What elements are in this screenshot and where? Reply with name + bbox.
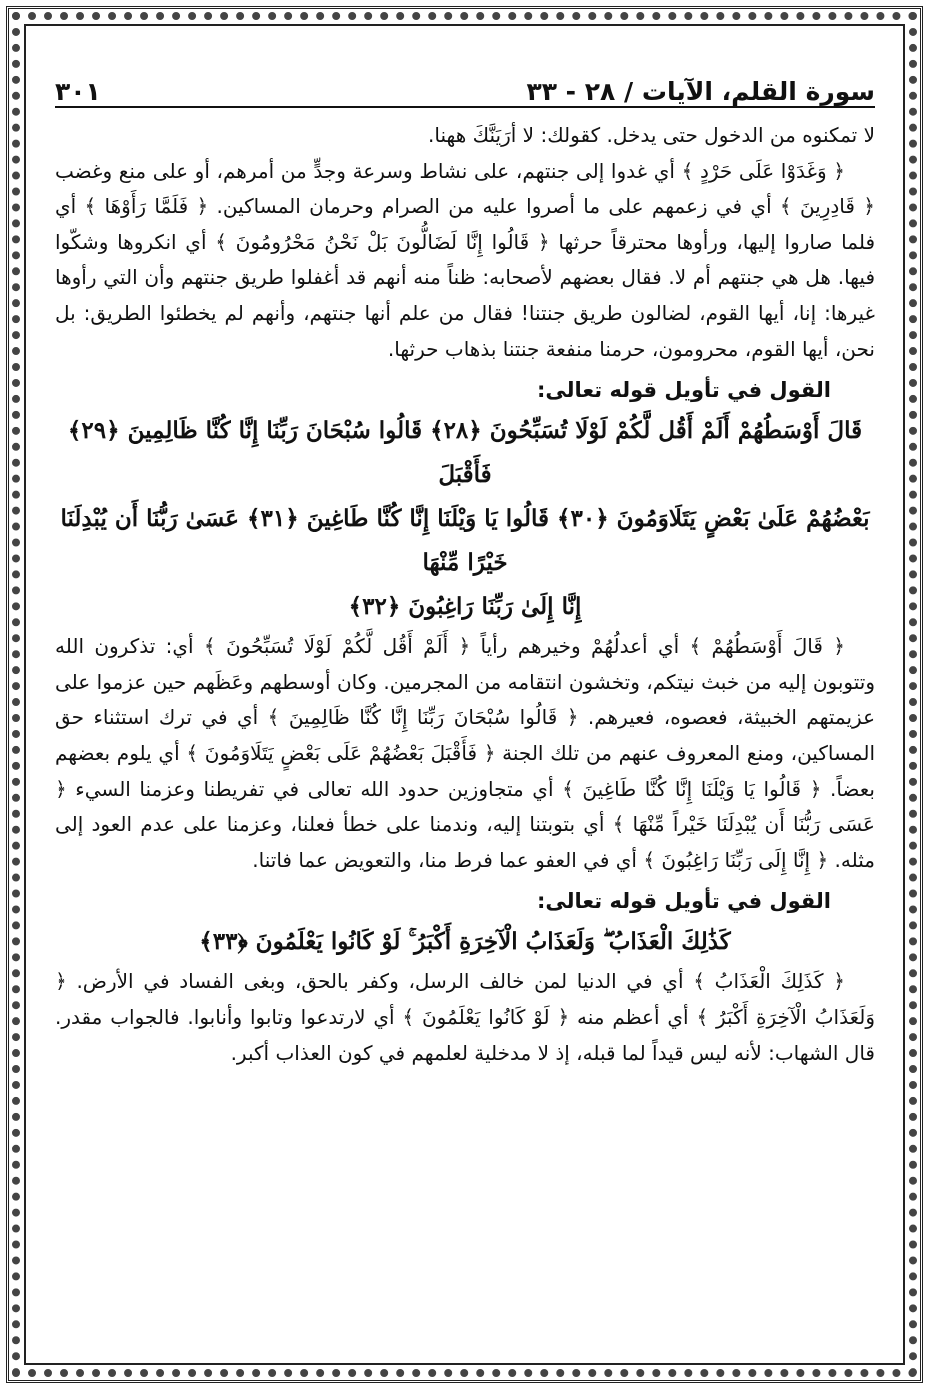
quran-verse-line: إِنَّا إِلَىٰ رَبِّنَا رَاغِبُونَ ﴿٣٢﴾ xyxy=(348,593,582,621)
commentary-paragraph-2: ﴿ كَذَلِكَ الْعَذَابُ ﴾ أي في الدنيا لمن خالف الرسل، وكفر بالحق، وبغى الفساد في الأرض. ﴿ وَلَعَذَابُ الْآخِرَةِ أَكْبَرُ ﴾ أي أعظم منه ﴿ لَوْ كَانُوا يَعْلَمُونَ ﴾ أي لارتدعوا وتابوا وأنابوا. فالجواب مقدر. قال الشهاب: لأنه ليس قيداً لما قبله، إذ لا مدخلية لعلمهم في كون العذاب أكبر. xyxy=(55,969,875,1065)
surah-title: سورة القلم، الآيات / ٢٨ - ٣٣ xyxy=(526,77,875,106)
page-number: ٣٠١ xyxy=(55,77,101,106)
quran-verse-33: كَذَٰلِكَ الْعَذَابُ ۖ وَلَعَذَابُ الْآخِرَةِ أَكْبَرُ ۚ لَوْ كَانُوا يَعْلَمُونَ ﴿٣٣﴾ xyxy=(199,928,731,956)
section-heading: القول في تأويل قوله تعالى: xyxy=(537,378,831,403)
paragraph-2: ﴿ وَغَدَوْا عَلَى حَرْدٍ ﴾ أي غدوا إلى جنتهم، على نشاط وسرعة وجدٍّ من أمرهم، أو على منع وغضب ﴿ قَادِرِينَ ﴾ أي في زعمهم على ما أصروا عليه من الصرام وحرمان المساكين. ﴿ فَلَمَّا رَأَوْهَا ﴾ أي فلما صاروا إليها، ورأوها محترقاً حرثها ﴿ قَالُوا إِنَّا لَضَالُّونَ بَلْ نَحْنُ مَحْرُومُونَ ﴾ أي انكروها وشكّوا فيها. هل هي جنتهم أم لا. فقال بعضهم لأصحابه: ظناً منه أنهم قد أغفلوا طريق جنتهم وأن التي رأوها غيرها: إنا، أيها القوم، لضالون طريق جنتنا! فقال من علم أنها جنتهم، وأنهم لم يخطئوا الطريق: بل نحن، أيها القوم، محرومون، حرمنا منفعة جنتنا بذهاب حرثها. xyxy=(55,158,875,361)
section-heading-2: القول في تأويل قوله تعالى: xyxy=(537,889,831,914)
quran-verse-line: قَالَ أَوْسَطُهُمْ أَلَمْ أَقُل لَّكُمْ لَوْلَا تُسَبِّحُونَ ﴿٢٨﴾ قَالُوا سُبْحَانَ رَبِّنَا إِنَّا كُنَّا ظَالِمِينَ ﴿٢٩﴾ فَأَقْبَلَ xyxy=(67,417,863,489)
page-content xyxy=(55,62,875,1362)
commentary-paragraph: ﴿ قَالَ أَوْسَطُهُمْ ﴾ أي أعدلُهُمْ وخيرهم رأياً ﴿ أَلَمْ أَقُل لَّكُمْ لَوْلَا تُسَبِّحُونَ ﴾ أي: تذكرون الله وتتوبون إليه من خبث نيتكم، وتخشون انتقامه من المجرمين. وكان أوسطهم وعَظَهم حين عزموا على عزيمتهم الخبيثة، فعصوه، فعيرهم. ﴿ قَالُوا سُبْحَانَ رَبِّنَا إِنَّا كُنَّا ظَالِمِينَ ﴾ أي في ترك استثناء حق المساكين، ومنع المعروف عنهم من تلك الجنة ﴿ فَأَقْبَلَ بَعْضُهُمْ عَلَى بَعْضٍ يَتَلَاوَمُونَ ﴾ أي يلوم بعضهم بعضاً. ﴿ قَالُوا يَا وَيْلَنَا إِنَّا كُنَّا طَاغِينَ ﴾ أي متجاوزين حدود الله تعالى في تفريطنا وعزمنا السيء ﴿ عَسَى رَبُّنَا أَن يُبْدِلَنَا خَيْراً مِّنْهَا ﴾ أي بتوبتنا إليه، وندمنا على خطأ فعلنا، وعزمنا على عدم العود إلى مثله. ﴿ إِنَّا إِلَى رَبِّنَا رَاغِبُونَ ﴾ أي في العفو عما فرط منا، والتعويض عما فاتنا. xyxy=(55,634,875,872)
page-header xyxy=(55,62,875,108)
paragraph-1: لا تمكنوه من الدخول حتى يدخل. كقولك: لا أرَيَنَّكَ ههنا. xyxy=(428,123,875,147)
quran-verse-line: بَعْضُهُمْ عَلَىٰ بَعْضٍ يَتَلَاوَمُونَ ﴿٣٠﴾ قَالُوا يَا وَيْلَنَا إِنَّا كُنَّا طَاغِينَ ﴿٣١﴾ عَسَىٰ رَبُّنَا أَن يُبْدِلَنَا خَيْرًا مِّنْهَا xyxy=(60,505,870,577)
